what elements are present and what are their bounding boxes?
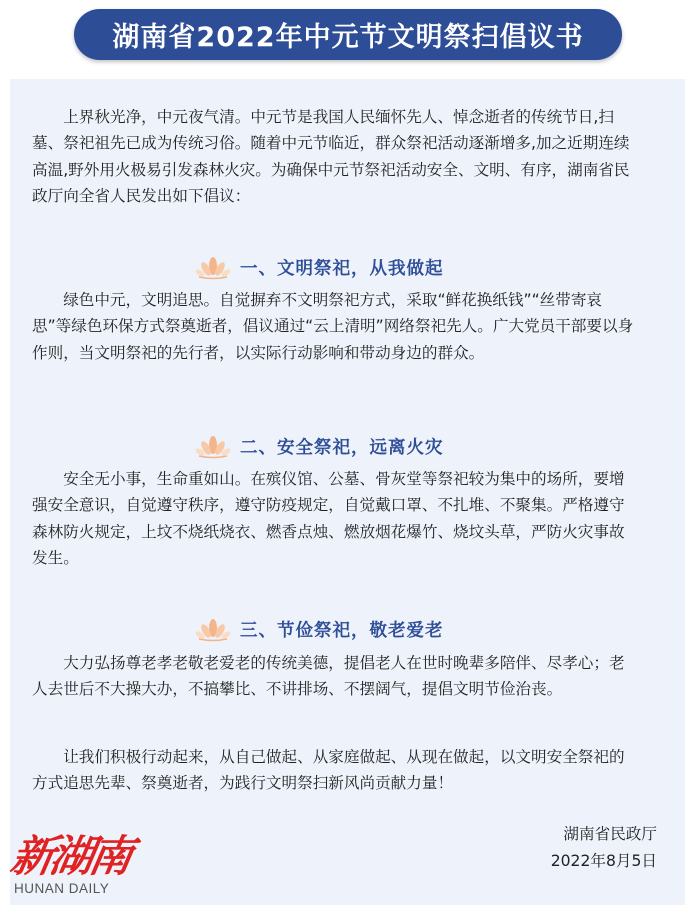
signature-block xyxy=(551,821,657,875)
section-3-body: 大力弘扬尊老孝老敬老爱老的传统美德，提倡老人在世时晚辈多陪伴、尽孝心；老人去世后不大操大办，不搞攀比、不讲排场、不摆阔气，提倡文明节俭治丧。 xyxy=(32,654,625,699)
section-2-heading xyxy=(195,431,444,461)
signature-org: 湖南省民政厅 xyxy=(563,825,657,843)
title-banner xyxy=(74,9,622,60)
lotus-icon xyxy=(195,254,231,280)
page-title: 湖南省2022年中元节文明祭扫倡议书 xyxy=(112,22,584,53)
signature-date: 2022年8月5日 xyxy=(550,852,657,870)
section-heading-text: 一、文明祭祀，从我做起 xyxy=(240,258,444,279)
section-1-heading xyxy=(195,252,444,282)
lotus-icon xyxy=(195,616,231,642)
lotus-icon xyxy=(195,433,231,459)
section-heading-text: 三、节俭祭祀，敬老爱老 xyxy=(240,620,444,641)
section-heading-text: 二、安全祭祀，远离火灾 xyxy=(240,437,444,458)
section-2-body: 安全无小事，生命重如山。在殡仪馆、公墓、骨灰堂等祭祀较为集中的场所，要增强安全意识，自觉遵守秩序，遵守防疫规定，自觉戴口罩、不扎堆、不聚集。严格遵守森林防火规定，上坟不烧纸烧衣、燃香点烛、燃放烟花爆竹、烧坟头草，严防火灾事故发生。 xyxy=(32,470,625,568)
logo-english-text: HUNAN DAILY xyxy=(14,881,110,896)
section-1-body: 绿色中元，文明追思。自觉摒弃不文明祭祀方式，采取“鲜花换纸钱”“丝带寄哀思”等绿色环保方式祭奠逝者，倡议通过“云上清明”网络祭祀先人。广大党员干部要以身作则，当文明祭祀的先行者，以实际行动影响和带动身边的群众。 xyxy=(32,291,634,362)
logo-chinese-text: 新湖南 xyxy=(6,832,133,882)
hunan-daily-logo xyxy=(6,829,152,901)
section-3-heading xyxy=(195,614,444,644)
closing-paragraph: 让我们积极行动起来，从自己做起、从家庭做起、从现在做起，以文明安全祭祀的方式追思先辈、祭奠逝者，为践行文明祭扫新风尚贡献力量！ xyxy=(32,748,625,793)
intro-paragraph: 上界秋光净，中元夜气清。中元节是我国人民缅怀先人、悼念逝者的传统节日,扫墓、祭祀祖先已成为传统习俗。随着中元节临近，群众祭祀活动逐渐增多,加之近期连续高温,野外用火极易引发森林火灾。为确保中元节祭祀活动安全、文明、有序，湖南省民政厅向全省人民发出如下倡议： xyxy=(32,108,630,206)
